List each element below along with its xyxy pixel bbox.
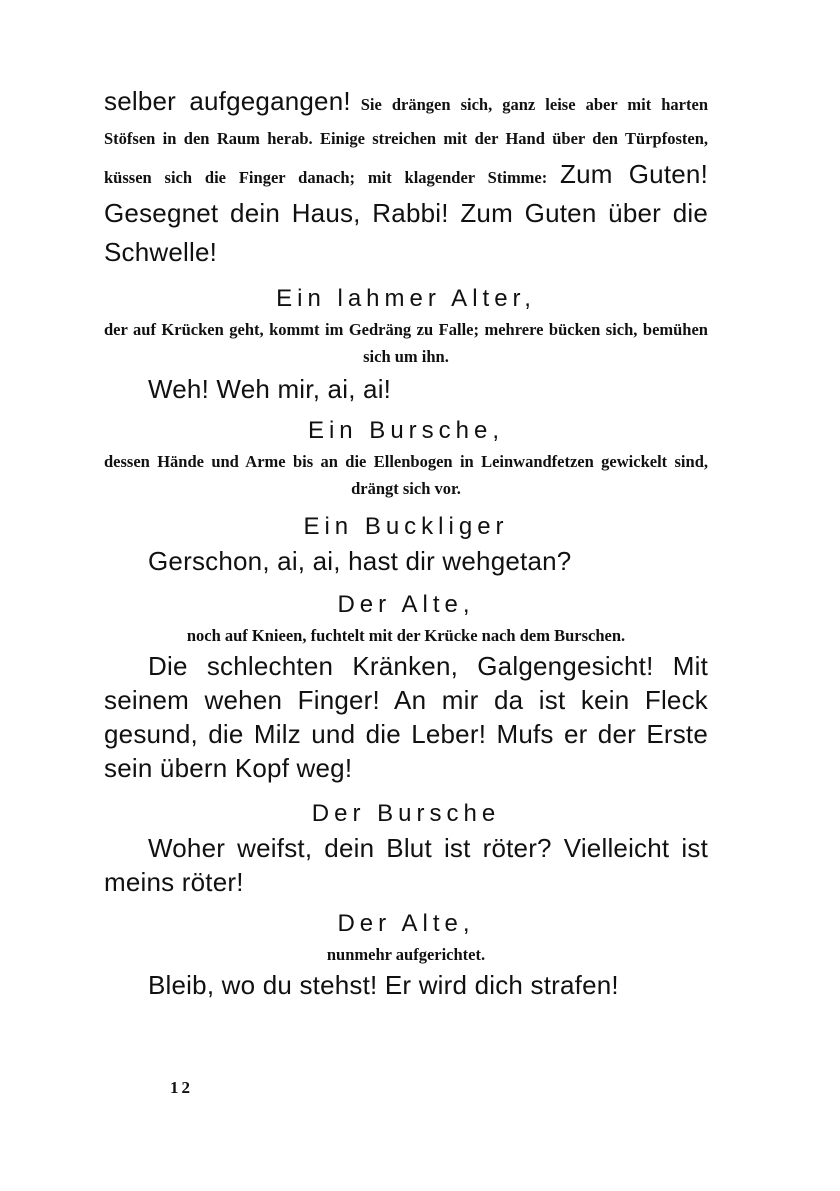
- speaker-heading: Ein Bursche,: [307, 417, 505, 444]
- speech-paragraph: Die schlechten Kränken, Galgengesicht! Mit seinem wehen Finger! An mir da ist kein Fleck gesund, die Milz und die Leber! Mufs er der Erste sein übern Kopf weg!: [104, 651, 708, 783]
- speaker-heading: Der Alte,: [337, 910, 475, 937]
- speech-line: Bleib, wo du stehst! Er wird dich strafen!: [148, 970, 619, 1000]
- speaker-heading: Der Bursche: [311, 800, 501, 827]
- page-number: 12: [170, 1078, 193, 1097]
- stage-direction: der auf Krücken geht, kommt im Gedräng zu Falle; mehrere bücken sich, bemühen sich um ihn.: [104, 320, 708, 366]
- opening-paragraph: [104, 84, 708, 274]
- opening-stage-direction: Sie drängen sich, ganz leise aber mit harten Stöfsen in den Raum herab. Einige streichen mit der Hand über den Türpfosten, küssen sich die Finger danach; mit klagender Stimme:: [104, 95, 708, 187]
- speech-line: Weh! Weh mir, ai, ai!: [148, 374, 392, 404]
- stage-direction: nunmehr aufgerichtet.: [326, 945, 486, 964]
- page-body: [104, 84, 708, 1002]
- speaker-heading: Ein Buckliger: [303, 513, 509, 540]
- speaker-heading: Ein lahmer Alter,: [276, 285, 536, 312]
- speech-line: Gerschon, ai, ai, hast dir wehgetan?: [148, 546, 572, 576]
- stage-direction: noch auf Knieen, fuchtelt mit der Krücke nach dem Burschen.: [186, 626, 626, 645]
- speech-paragraph: Woher weifst, dein Blut ist röter? Vielleicht ist meins röter!: [104, 833, 708, 897]
- stage-direction: dessen Hände und Arme bis an die Ellenbogen in Leinwandfetzen gewickelt sind, drängt sich vor.: [104, 452, 708, 498]
- speaker-heading: Der Alte,: [337, 591, 475, 618]
- opening-lead-text: selber aufgegangen!: [104, 86, 351, 116]
- opening-speech: Zum Guten! Gesegnet dein Haus, Rabbi! Zum Guten über die Schwelle!: [104, 159, 708, 267]
